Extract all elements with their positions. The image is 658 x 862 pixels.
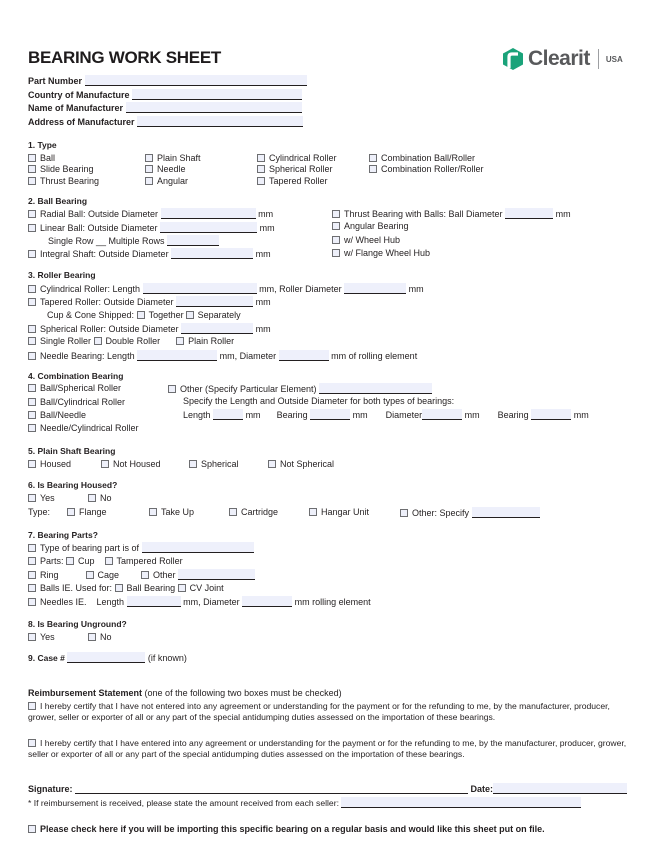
- reimbursement-title: Reimbursement Statement: [28, 688, 143, 698]
- unit: mm: [255, 324, 271, 334]
- label: mm, Diameter: [183, 597, 240, 607]
- other-element-checkbox[interactable]: [168, 385, 176, 393]
- checkbox[interactable]: [88, 633, 96, 641]
- label: Angular Bearing: [344, 221, 409, 231]
- checkbox[interactable]: [149, 508, 157, 516]
- type-slide-bearing[interactable]: [28, 164, 94, 175]
- label: Cartridge: [241, 507, 279, 517]
- flange-wheel-hub[interactable]: [332, 248, 430, 259]
- housed-no[interactable]: [88, 493, 112, 504]
- statement-entered-checkbox[interactable]: [28, 739, 36, 747]
- section-unground-heading: 8. Is Bearing Unground?: [28, 619, 127, 629]
- amount-label: * If reimbursement is received, please state the amount received from each seller:: [28, 798, 339, 808]
- checkbox[interactable]: [145, 165, 153, 173]
- separately-checkbox[interactable]: [186, 311, 194, 319]
- case-number-row: [28, 652, 187, 664]
- label: Integral Shaft: Outside Diameter: [40, 249, 169, 259]
- checkbox[interactable]: [28, 154, 36, 162]
- section-parts-heading: 7. Bearing Parts?: [28, 530, 98, 540]
- label: Single Roller: [40, 336, 92, 346]
- combo-ball-spherical[interactable]: [28, 383, 121, 394]
- label: Ball: [40, 153, 56, 163]
- checkbox[interactable]: [257, 165, 265, 173]
- linear-ball-checkbox[interactable]: [28, 224, 36, 232]
- file-on-record-row: [28, 824, 545, 835]
- label: Slide Bearing: [40, 164, 94, 174]
- label: CV Joint: [189, 583, 224, 593]
- section-housed-heading: 6. Is Bearing Housed?: [28, 480, 118, 490]
- spherical-roller-checkbox[interactable]: [28, 325, 36, 333]
- type-combination-ball-roller[interactable]: [369, 153, 475, 164]
- unit: mm: [255, 249, 271, 259]
- checkbox[interactable]: [28, 424, 36, 432]
- parts-row: [28, 556, 183, 567]
- section-combination-heading: 4. Combination Bearing: [28, 371, 124, 381]
- unit: mm: [255, 297, 271, 307]
- needles-diameter-field[interactable]: [242, 596, 292, 607]
- radial-ball-row: [28, 208, 273, 220]
- type-combination-roller-roller[interactable]: [369, 164, 484, 175]
- label: Diameter: [385, 410, 423, 420]
- housed-type-label: Type:: [28, 507, 51, 517]
- label: Ball Bearing: [126, 583, 176, 593]
- case-number-label: 9. Case #: [28, 653, 65, 663]
- signature-row: [28, 783, 627, 795]
- label: Flange: [79, 507, 107, 517]
- label: Tapered Roller: [269, 176, 328, 186]
- part-type-checkbox[interactable]: [28, 544, 36, 552]
- label: Thrust Bearing with Balls: Ball Diameter: [344, 209, 503, 219]
- checkbox[interactable]: [309, 508, 317, 516]
- combo-ball-cylindrical[interactable]: [28, 397, 125, 408]
- statement-entered: [28, 738, 628, 760]
- label: Cup & Cone Shipped:: [47, 310, 135, 320]
- checkbox[interactable]: [28, 398, 36, 406]
- country-row: [28, 89, 302, 101]
- clearit-logo: [503, 47, 623, 71]
- manufacturer-address-row: [28, 116, 303, 128]
- label: No: [100, 632, 112, 642]
- cage-checkbox[interactable]: [86, 571, 94, 579]
- reimbursement-subtitle: (one of the following two boxes must be checked): [144, 688, 342, 698]
- cup-checkbox[interactable]: [66, 557, 74, 565]
- needle-bearing-checkbox[interactable]: [28, 352, 36, 360]
- checkbox[interactable]: [67, 508, 75, 516]
- label: Linear Ball: Outside Diameter: [40, 223, 158, 233]
- checkbox[interactable]: [145, 177, 153, 185]
- label: Combination Ball/Roller: [381, 153, 476, 163]
- plain-spherical[interactable]: [189, 459, 239, 470]
- checkbox[interactable]: [189, 460, 197, 468]
- page-title: BEARING WORK SHEET: [28, 48, 221, 67]
- combo-ball-needle[interactable]: [28, 410, 86, 421]
- part-type-row: [28, 542, 254, 554]
- manufacturer-address-label: Address of Manufacturer: [28, 117, 135, 127]
- label: Bearing: [497, 410, 529, 420]
- label: Radial Ball: Outside Diameter: [40, 209, 159, 219]
- label: Housed: [40, 459, 72, 469]
- housed-type-hangar-unit[interactable]: [309, 507, 369, 518]
- housed-type-cartridge[interactable]: [229, 507, 278, 518]
- tapered-diameter-field[interactable]: [176, 296, 253, 307]
- label: Together: [148, 310, 184, 320]
- label: Take Up: [161, 507, 195, 517]
- country-label: Country of Manufacture: [28, 90, 130, 100]
- together-checkbox[interactable]: [137, 311, 145, 319]
- ball-bearing-use-checkbox[interactable]: [115, 584, 123, 592]
- date-field[interactable]: [493, 783, 627, 794]
- combo-specify-instruction: Specify the Length and Outside Diameter for both types of bearings:: [183, 396, 455, 406]
- statement-text: I hereby certify that I have entered into any agreement or understanding for the payment or for the refunding to me, by the manufacturer, producer, grower, seller or exporter of all or any part of the special antidumping duties assessed on the importation of these bearings.: [28, 738, 627, 759]
- needle-length-field[interactable]: [137, 350, 217, 361]
- housed-type-flange[interactable]: [67, 507, 107, 518]
- integral-shaft-diameter-field[interactable]: [171, 248, 253, 259]
- label: Length: [96, 597, 125, 607]
- type-thrust-bearing[interactable]: [28, 176, 99, 187]
- plain-not-housed[interactable]: [101, 459, 161, 470]
- statement-text: I hereby certify that I have not entered into any agreement or understanding for the payment or for the refunding to me, by the manufacturer, producer, grower, seller or exporter of all or any part of the special antidumping duties assessed on the importation of these bearings.: [28, 701, 610, 722]
- section-roller-bearing-heading: 3. Roller Bearing: [28, 270, 96, 280]
- label: Ring: [40, 570, 59, 580]
- tapered-roller-checkbox[interactable]: [28, 298, 36, 306]
- file-on-record-label: Please check here if you will be importing this specific bearing on a regular basis and would like this sheet put on file.: [40, 824, 545, 834]
- label: Tapered Roller: Outside Diameter: [40, 297, 174, 307]
- label: Other: [153, 570, 176, 580]
- linear-ball-diameter-field[interactable]: [160, 222, 257, 233]
- label: Yes: [40, 632, 55, 642]
- checkbox[interactable]: [332, 222, 340, 230]
- checkbox[interactable]: [145, 154, 153, 162]
- label: Thrust Bearing: [40, 176, 100, 186]
- spherical-diameter-field[interactable]: [181, 323, 253, 334]
- needle-bearing-row: [28, 350, 417, 362]
- needles-checkbox[interactable]: [28, 598, 36, 606]
- manufacturer-name-row: [28, 102, 302, 114]
- parts-checkbox[interactable]: [28, 557, 36, 565]
- cylindrical-roller-checkbox[interactable]: [28, 285, 36, 293]
- cv-joint-checkbox[interactable]: [178, 584, 186, 592]
- linear-ball-row: [28, 222, 275, 234]
- type-spherical-roller[interactable]: [257, 164, 333, 175]
- file-on-record-checkbox[interactable]: [28, 825, 36, 833]
- combo-other-row: [168, 383, 432, 395]
- checkbox[interactable]: [28, 165, 36, 173]
- label: w/ Flange Wheel Hub: [344, 248, 431, 258]
- tampered-roller-checkbox[interactable]: [105, 557, 113, 565]
- section-type-heading: 1. Type: [28, 140, 57, 150]
- label: Spherical: [201, 459, 239, 469]
- label: Needle: [157, 164, 186, 174]
- radial-ball-diameter-field[interactable]: [161, 208, 256, 219]
- type-angular[interactable]: [145, 176, 188, 187]
- label: mm rolling element: [294, 597, 371, 607]
- type-ball[interactable]: [28, 153, 55, 164]
- unit: mm: [555, 209, 571, 219]
- ring-checkbox[interactable]: [28, 571, 36, 579]
- statement-not-entered-checkbox[interactable]: [28, 702, 36, 710]
- amount-field[interactable]: [341, 797, 581, 808]
- other-part-checkbox[interactable]: [141, 571, 149, 579]
- label: Single Row __ Multiple Rows: [48, 236, 165, 246]
- case-number-field[interactable]: [67, 652, 145, 663]
- label: Plain Roller: [188, 336, 235, 346]
- brand-region: USA: [605, 54, 623, 64]
- checkbox[interactable]: [28, 494, 36, 502]
- label: (if known): [147, 653, 187, 663]
- manufacturer-name-label: Name of Manufacturer: [28, 103, 124, 113]
- rows-row: [48, 235, 219, 247]
- type-needle[interactable]: [145, 164, 186, 175]
- roller-diameter-field[interactable]: [344, 283, 406, 294]
- housed-type-other-row: [400, 507, 540, 519]
- label: Plain Shaft: [157, 153, 201, 163]
- label: mm, Roller Diameter: [259, 284, 342, 294]
- label: Needle/Cylindrical Roller: [40, 423, 139, 433]
- label: Hangar Unit: [321, 507, 370, 517]
- clearit-hexagon-icon: [503, 48, 523, 70]
- label: Ball/Spherical Roller: [40, 383, 122, 393]
- combo-length-field[interactable]: [213, 409, 243, 420]
- checkbox[interactable]: [369, 165, 377, 173]
- radial-ball-checkbox[interactable]: [28, 210, 36, 218]
- checkbox[interactable]: [28, 177, 36, 185]
- plain-not-spherical[interactable]: [268, 459, 334, 470]
- unit: mm: [245, 410, 261, 420]
- unground-no[interactable]: [88, 632, 112, 643]
- label: mm of rolling element: [331, 351, 418, 361]
- combo-diameter-field[interactable]: [422, 409, 462, 420]
- label: Parts:: [40, 556, 64, 566]
- label: Balls IE. Used for:: [40, 583, 113, 593]
- tapered-roller-row: [28, 296, 271, 308]
- label: Other: Specify: [412, 508, 470, 518]
- type-tapered-roller[interactable]: [257, 176, 328, 187]
- date-label: Date:: [470, 784, 494, 794]
- checkbox[interactable]: [28, 460, 36, 468]
- label: Combination Roller/Roller: [381, 164, 484, 174]
- checkbox[interactable]: [28, 384, 36, 392]
- logo-divider: [598, 49, 599, 69]
- roller-count-row: [28, 336, 234, 347]
- checkbox[interactable]: [28, 411, 36, 419]
- label: Ball/Cylindrical Roller: [40, 397, 126, 407]
- label: Bearing: [276, 410, 308, 420]
- label: Ball/Needle: [40, 410, 87, 420]
- brand-name: Clearit: [528, 47, 590, 70]
- section-plain-shaft-heading: 5. Plain Shaft Bearing: [28, 446, 116, 456]
- needle-diameter-field[interactable]: [279, 350, 329, 361]
- label: Type of bearing part is of: [40, 543, 140, 553]
- thrust-balls-row: [332, 208, 571, 220]
- manufacturer-address-field[interactable]: [137, 116, 303, 127]
- label: Angular: [157, 176, 189, 186]
- plain-roller-checkbox[interactable]: [176, 337, 184, 345]
- checkbox[interactable]: [257, 154, 265, 162]
- label: Other (Specify Particular Element): [180, 384, 317, 394]
- unit: mm: [352, 410, 368, 420]
- combo-bearing-diameter-field[interactable]: [531, 409, 571, 420]
- plain-housed[interactable]: [28, 459, 71, 470]
- label: Spherical Roller: Outside Diameter: [40, 324, 179, 334]
- label: Needle Bearing: Length: [40, 351, 135, 361]
- checkbox[interactable]: [88, 494, 96, 502]
- housed-yes[interactable]: [28, 493, 55, 504]
- unit: mm: [573, 410, 589, 420]
- label: Cylindrical Roller: [269, 153, 337, 163]
- label: mm, Diameter: [219, 351, 277, 361]
- multiple-rows-field[interactable]: [167, 235, 219, 246]
- housed-type-take-up[interactable]: [149, 507, 194, 518]
- reimbursement-heading: [28, 688, 342, 699]
- part-number-row: [28, 75, 307, 87]
- combo-dimensions-row: [183, 409, 589, 421]
- checkbox[interactable]: [229, 508, 237, 516]
- unit: mm: [464, 410, 480, 420]
- manufacturer-name-field[interactable]: [126, 102, 302, 113]
- label: Spherical Roller: [269, 164, 333, 174]
- label: Cage: [97, 570, 120, 580]
- integral-shaft-checkbox[interactable]: [28, 250, 36, 258]
- section-ball-bearing-heading: 2. Ball Bearing: [28, 196, 88, 206]
- other-type-field[interactable]: [472, 507, 540, 518]
- ring-cage-other-row: [28, 569, 255, 581]
- label: No: [100, 493, 112, 503]
- type-plain-shaft[interactable]: [145, 153, 201, 164]
- amount-row: [28, 797, 581, 809]
- checkbox[interactable]: [28, 633, 36, 641]
- signature-label: Signature:: [28, 784, 73, 794]
- other-type-checkbox[interactable]: [400, 509, 408, 517]
- cylindrical-length-field[interactable]: [143, 283, 257, 294]
- label: Length: [183, 410, 211, 420]
- cylindrical-roller-row: [28, 283, 424, 295]
- combo-bearing-length-field[interactable]: [310, 409, 350, 420]
- signature-field[interactable]: [75, 783, 468, 794]
- combo-needle-cylindrical[interactable]: [28, 423, 139, 434]
- balls-checkbox[interactable]: [28, 584, 36, 592]
- unit: mm: [408, 284, 424, 294]
- unground-yes[interactable]: [28, 632, 55, 643]
- thrust-balls-checkbox[interactable]: [332, 210, 340, 218]
- angular-bearing[interactable]: [332, 221, 409, 232]
- integral-shaft-row: [28, 248, 271, 260]
- double-roller-checkbox[interactable]: [94, 337, 102, 345]
- type-cylindrical-roller[interactable]: [257, 153, 337, 164]
- needles-row: [28, 596, 371, 608]
- checkbox[interactable]: [332, 249, 340, 257]
- cup-cone-row: [47, 310, 241, 321]
- wheel-hub[interactable]: [332, 235, 400, 246]
- label: Tampered Roller: [116, 556, 183, 566]
- label: Cup: [78, 556, 95, 566]
- label: Double Roller: [105, 336, 161, 346]
- ball-diameter-field[interactable]: [505, 208, 553, 219]
- balls-row: [28, 583, 224, 594]
- label: Not Spherical: [280, 459, 335, 469]
- unit: mm: [259, 223, 275, 233]
- label: w/ Wheel Hub: [344, 235, 401, 245]
- part-number-field[interactable]: [85, 75, 307, 86]
- label: Cylindrical Roller: Length: [40, 284, 141, 294]
- spherical-roller-row: [28, 323, 271, 335]
- other-element-field[interactable]: [319, 383, 432, 394]
- checkbox[interactable]: [268, 460, 276, 468]
- part-number-label: Part Number: [28, 76, 83, 86]
- other-part-field[interactable]: [178, 569, 255, 580]
- label: Not Housed: [113, 459, 161, 469]
- unit: mm: [258, 209, 274, 219]
- statement-not-entered: [28, 701, 628, 723]
- label: Separately: [197, 310, 241, 320]
- checkbox[interactable]: [369, 154, 377, 162]
- single-roller-checkbox[interactable]: [28, 337, 36, 345]
- label: Yes: [40, 493, 55, 503]
- part-type-field[interactable]: [142, 542, 254, 553]
- checkbox[interactable]: [101, 460, 109, 468]
- label: Needles IE.: [40, 597, 87, 607]
- country-field[interactable]: [132, 89, 302, 100]
- checkbox[interactable]: [257, 177, 265, 185]
- checkbox[interactable]: [332, 236, 340, 244]
- needles-length-field[interactable]: [127, 596, 181, 607]
